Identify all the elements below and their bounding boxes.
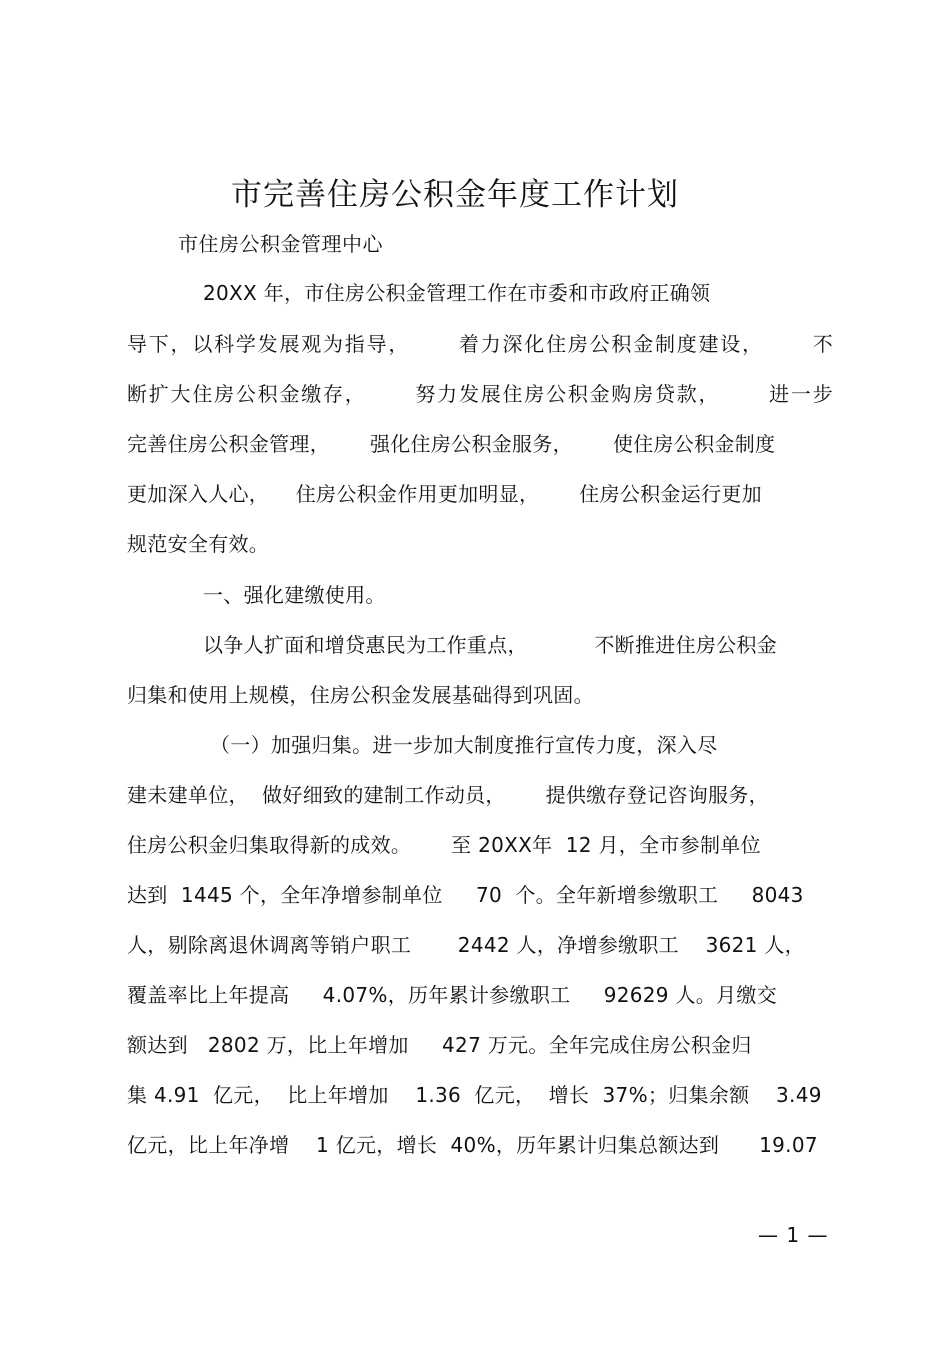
paragraph-line: 建未建单位， 做好细致的建制工作动员， 提供缴存登记咨询服务，	[127, 783, 769, 807]
paragraph-line: 达到 1445 个，全年净增参制单位 70 个。全年新增参缴职工 8043	[127, 883, 804, 907]
paragraph-line: 完善住房公积金管理， 强化住房公积金服务， 使住房公积金制度	[127, 432, 776, 456]
organization-name: 市住房公积金管理中心	[178, 232, 383, 256]
paragraph-line: 亿元，比上年净增 1 亿元，增长 40%，历年累计归集总额达到 19.07	[127, 1133, 818, 1157]
document-title: 市完善住房公积金年度工作计划	[231, 177, 679, 213]
paragraph-line: 导下，以科学发展观为指导， 着力深化住房公积金制度建设， 不	[127, 332, 833, 356]
paragraph-line: 覆盖率比上年提高 4.07%，历年累计参缴职工 92629 人。月缴交	[127, 983, 777, 1007]
paragraph-line: 集 4.91 亿元， 比上年增加 1.36 亿元， 增长 37%；归集余额 3.49	[127, 1083, 822, 1107]
paragraph-line: 规范安全有效。	[127, 532, 270, 556]
paragraph-line: 额达到 2802 万，比上年增加 427 万元。全年完成住房公积金归	[127, 1033, 752, 1057]
paragraph-line: 20XX 年，市住房公积金管理工作在市委和市政府正确领	[203, 281, 711, 305]
page-number: — 1 —	[758, 1223, 829, 1247]
paragraph-line: 人，剔除离退休调离等销户职工 2442 人，净增参缴职工 3621 人，	[127, 933, 805, 957]
paragraph-line: 以争人扩面和增贷惠民为工作重点， 不断推进住房公积金	[203, 633, 778, 657]
paragraph-line: 住房公积金归集取得新的成效。 至 20XX年 12 月，全市参制单位	[127, 833, 761, 857]
subsection-line: （一）加强归集。进一步加大制度推行宣传力度，深入尽	[210, 733, 718, 757]
paragraph-line: 更加深入人心， 住房公积金作用更加明显， 住房公积金运行更加	[127, 482, 762, 506]
paragraph-line: 归集和使用上规模，住房公积金发展基础得到巩固。	[127, 683, 594, 707]
paragraph-line: 断扩大住房公积金缴存， 努力发展住房公积金购房贷款， 进一步	[127, 382, 833, 406]
section-heading: 一、强化建缴使用。	[203, 583, 386, 607]
